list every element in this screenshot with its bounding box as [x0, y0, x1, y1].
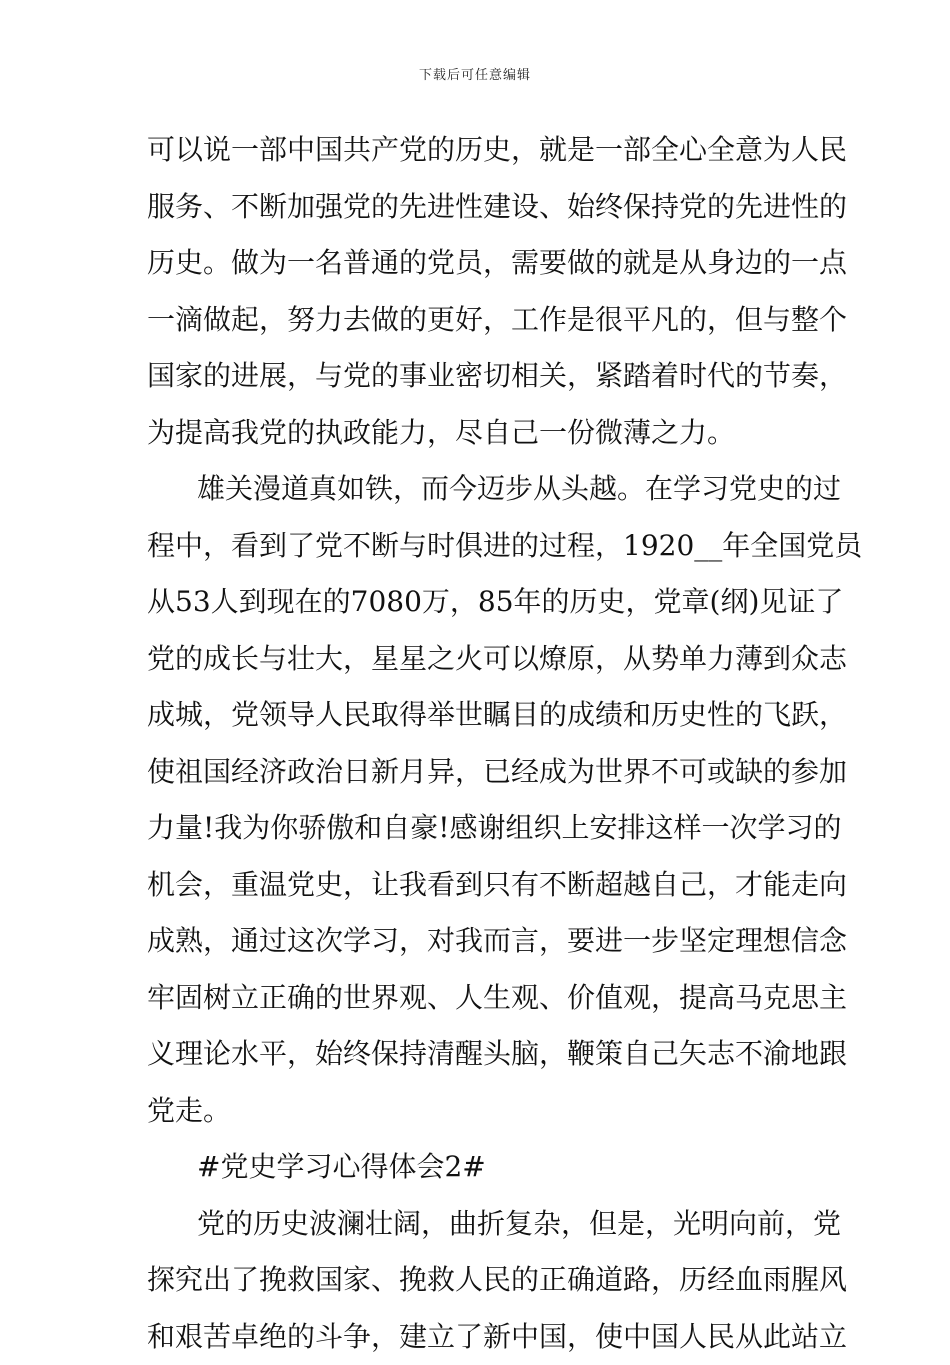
text-line: 机会，重温党史，让我看到只有不断超越自己，才能走向: [147, 857, 805, 914]
paragraph-3: [147, 1196, 805, 1365]
text-line: 从53人到现在的7080万，85年的历史，党章(纲)见证了: [147, 574, 805, 631]
page-header: 下载后可任意编辑: [0, 64, 950, 83]
text-line: 力量!我为你骄傲和自豪!感谢组织上安排这样一次学习的: [147, 800, 805, 857]
text-line: 为提高我党的执政能力，尽自己一份微薄之力。: [147, 405, 805, 462]
document-body: [147, 122, 805, 1365]
text-line: 和艰苦卓绝的斗争，建立了新中国，使中国人民从此站立: [147, 1309, 805, 1365]
heading-line: #党史学习心得体会2#: [147, 1139, 805, 1196]
text-line: 成熟，通过这次学习，对我而言，要进一步坚定理想信念: [147, 913, 805, 970]
section-heading: [147, 1139, 805, 1196]
text-line: 可以说一部中国共产党的历史，就是一部全心全意为人民: [147, 122, 805, 179]
paragraph-1: [147, 122, 805, 461]
text-line: 义理论水平，始终保持清醒头脑，鞭策自己矢志不渝地跟: [147, 1026, 805, 1083]
paragraph-2: [147, 461, 805, 1139]
text-line: 服务、不断加强党的先进性建设、始终保持党的先进性的: [147, 179, 805, 236]
text-line: 党的历史波澜壮阔，曲折复杂，但是，光明向前，党: [147, 1196, 805, 1253]
text-line: 牢固树立正确的世界观、人生观、价值观，提高马克思主: [147, 970, 805, 1027]
text-line: 雄关漫道真如铁，而今迈步从头越。在学习党史的过: [147, 461, 805, 518]
text-line: 历史。做为一名普通的党员，需要做的就是从身边的一点: [147, 235, 805, 292]
text-line: 探究出了挽救国家、挽救人民的正确道路，历经血雨腥风: [147, 1252, 805, 1309]
text-line: 一滴做起，努力去做的更好，工作是很平凡的，但与整个: [147, 292, 805, 349]
text-line: 程中，看到了党不断与时俱进的过程，1920__年全国党员: [147, 518, 805, 575]
text-line: 使祖国经济政治日新月异，已经成为世界不可或缺的参加: [147, 744, 805, 801]
text-line: 成城，党领导人民取得举世瞩目的成绩和历史性的飞跃，: [147, 687, 805, 744]
text-line: 党的成长与壮大，星星之火可以燎原，从势单力薄到众志: [147, 631, 805, 688]
text-line: 党走。: [147, 1083, 805, 1140]
text-line: 国家的进展，与党的事业密切相关，紧踏着时代的节奏，: [147, 348, 805, 405]
